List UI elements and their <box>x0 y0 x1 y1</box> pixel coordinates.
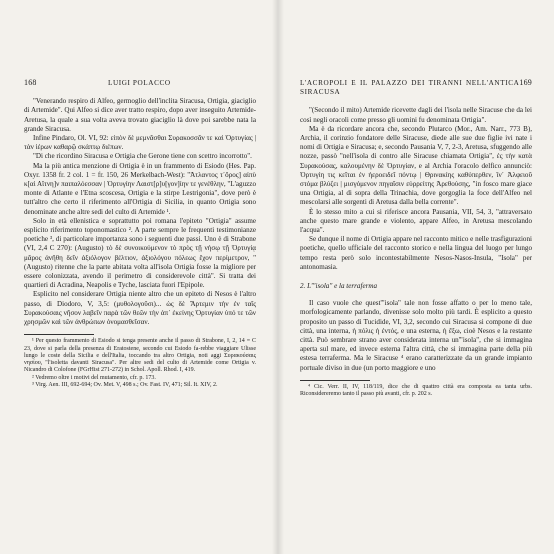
right-paragraph-1: "(Secondo il mito) Artemide ricevette dagli dei l'isola nelle Siracuse che da lei così negli oracoli come presso gli uomini fu denominata Ortigia". <box>300 106 532 124</box>
right-paragraph-4: Se dunque il nome di Ortigia appare nel racconto mitico e nelle trasfigurazioni poetiche, quello ufficiale del racconto storico e nella lingua del luogo per lungo tempo resta però solo incontestabilmente Nesos-Nasos-Insula, "Isola" per antonomasia. <box>300 235 532 271</box>
right-page <box>300 78 532 548</box>
left-footnote-1: ¹ Per questo frammento di Esiodo si tenga presente anche il passo di Strabone, I, 2, 14 = C 23, dove si parla della presenza di Eratostene, secondo cui Esiodo fa-rebbe viaggiare Ulisse lungo le coste della Sicilia e dell'Italia, toccando tra altro Ortigia, noti aggi Συρακούσαις νησίου, "l'isoletta davanti Siracusa". Per altre sedi del culto di Artemide come Ortigia v. Nicandro di Colofone (FGrHist 271-272) in Schol. Apoll. Rhod. I, 419. <box>24 338 256 374</box>
left-paragraph-2: Infine Pindaro, Ol. VI, 92: εἰπὸν δὲ μεμνᾶσθαι Συρακοσσᾶν τε καὶ Ὀρτυγίας | τὰν ἱέρων καθαρῷ σκάπτῳ διέπων. <box>24 134 256 152</box>
left-paragraph-4: Ma la più antica menzione di Ortigia è in un frammento di Esiodo (Hes. Pap. Oxyr. 1358 fr. 2 col. 1 = fr. 150, 26 Merkelbach-West): "Ἀτλαντος τ᾽ὄρος] αἰπὺ κ[αὶ Αἴτνη]ν παιπαλόεσσαν | Ὀρτυγίην Λαιστ[ρ]υ[γον]ίην τε γενέθλην, "L'aguzzo monte di Atlante e l'Etna scoscesa, Ortigia e la stirpe Lestrigonia", dove però è tutt'altro che certo il riferimento all'Ortigia di Sicilia, in quanto Ortigia sono denominate anche altre sedi del culto di Artemide ¹. <box>24 161 256 216</box>
book-gutter <box>272 0 284 554</box>
left-footnote-rule <box>24 334 94 335</box>
left-footnote-2: ² Vedremo oltre i motivi del mutamento, cfr. p. 173. <box>32 374 156 381</box>
right-footnote-1: ⁴ Cic. Verr. II, IV, 118/119, dice che di quattro città era composta ea tanta urbs. Riconsidereremo tanto il passo più avanti, cfr. p. 202 s. <box>300 383 532 398</box>
left-running-head-title: LUIGI POLACCO <box>107 79 171 87</box>
right-page-number: 169 <box>519 78 532 87</box>
left-paragraph-3: "Di che ricordino Siracusa e Ortigia che Gerone tiene con scettro incorrotto". <box>33 152 252 161</box>
right-footnote-rule <box>300 380 370 381</box>
right-paragraph-3: È lo stesso mito a cui si riferisce ancora Pausania, VII, 54, 3, "attraversato anche questo mare grande e violento, appare Alfeo, in Aretusa mescolando l'acqua". <box>300 207 532 235</box>
left-running-head <box>24 78 256 88</box>
left-page-number: 168 <box>24 78 37 87</box>
left-paragraph-6: Esplicito nel considerare Ortigia niente altro che un epiteto di Nesos è l'altro passo, di Diodoro, V, 3,5: (μυθολογοῦσι)... ὡς δὲ Ἄρτεμιν τὴν ἐν ταῖς Συρακούσαις νῆσον λαβεῖν παρὰ τῶν θεῶν τὴν ἀπ᾽ ἐκείνης Ὀρτυγίαν ὑπό τε τῶν χρησμῶν καὶ τῶν ἀνθρώπων ὀνομασθεῖσαν. <box>24 290 256 327</box>
right-paragraph-5: Il caso vuole che quest'"isola" tale non fosse affatto o per lo meno tale, morfologicamente parlando, divenisse solo molto più tardi. È esplicito a questo proposito un passo di Tucidide, VI, 3,2, secondo cui Siracusa si compone di due città, una interna, ἡ πόλις ἡ ἐντός, e una esterna, ἡ ἔξω, cioè Nesos e la restante città. Può sembrare strano aver considerata interna un'"isola", che si immagina aperta sul mare, ed invece esterna l'altra città, che si immagina parte della più estesa terraferma. Ma le Siracuse ⁴ erano caratterizzate da un grande impianto portuale diviso in due (un porto maggiore e uno <box>300 299 532 372</box>
right-paragraph-2: Ma è da ricordare ancora che, secondo Plutarco (Mor., Am. Narr., 773 B), Archia, il corinzio fondatore delle Siracuse, diede alle sue due figlie ivi nate i nomi di Ortigia e Siracusa; e, secondo Pausania V, 7, 2-3, Aretusa, sfuggendo alle nozze, passò "nell'isola di contro alle Siracuse chiamata Ortigia", ἐς τὴν κατὰ Συρακούσας, καλουμένην δὲ Ὀρτυγίαν, e al Archia l'oracolo delfico annunciò: Ὀρτυγίη τις κεῖται ἐν ἠεροειδεῖ πόντῳ | Θρινακίης καθύπερθεν, ἵν᾽ Ἀλφειοῦ στόμα βλύζει | μισγόμενον πηγαῖσιν εὐρρείτης Ἀρεθούσης, "in fosco mare giace una Ortigia, al di sopra della Trinachia, dove gorgoglia la foce dell'Alfeo nel mescolarsi alle sorgenti di Aretusa dalla bella corrente". <box>300 124 532 207</box>
left-page <box>24 78 256 548</box>
right-running-head <box>300 78 532 97</box>
left-paragraph-1: "Venerando respiro di Alfeo, germoglio dell'inclita Siracusa, Ortigia, giaciglio di Artemide". Qui Alfeo si dice aver tratto respiro, dopo aver inseguito Artemide-Aretusa, la quale a sua volta aveva trovato giaciglio là dove poi sarebbe nata la grande Siracusa. <box>24 97 256 133</box>
section-heading: 2. L'"isola" e la terraferma <box>300 282 378 291</box>
left-footnote-3: ³ Virg. Aen. III, 692-694; Ov. Met. V, 498 s.; Ov. Fast. IV, 471; Sil. It. XIV, 2. <box>32 382 218 389</box>
left-paragraph-5: Solo in età ellenistica e soprattutto poi romana l'epiteto "Ortigia" assume esplicito riferimento toponomastico ². A parte sempre le frequenti testimonianze poetiche ³, di particolare importanza sono i seguenti due passi. Uno è di Strabone (VI, 2,4 C 270): (Augusto) τὸ δὲ συνοικούμενον τὸ πρὸς τῇ νήσῳ τῇ Ὀρτυγίᾳ μᾶρος ἀνῆθη δεῖν ἀξιόλογον βέλτιον, ἀξιολόγου πόλεως ἔχον περίμετρον, "(Augusto) ritenne che la parte abitata volta all'isola Ortigia fosse la migliore per essere colonizzata, avendo il perimetro di considerevole città". Si tratta dei quartieri di Acradina, Neapolis e Tyche, lasciata fuori l'Epipole. <box>24 216 256 290</box>
right-running-head-title: L'ACROPOLI E IL PALAZZO DEI TIRANNI NELL'ANTICA SIRACUSA <box>300 79 520 97</box>
